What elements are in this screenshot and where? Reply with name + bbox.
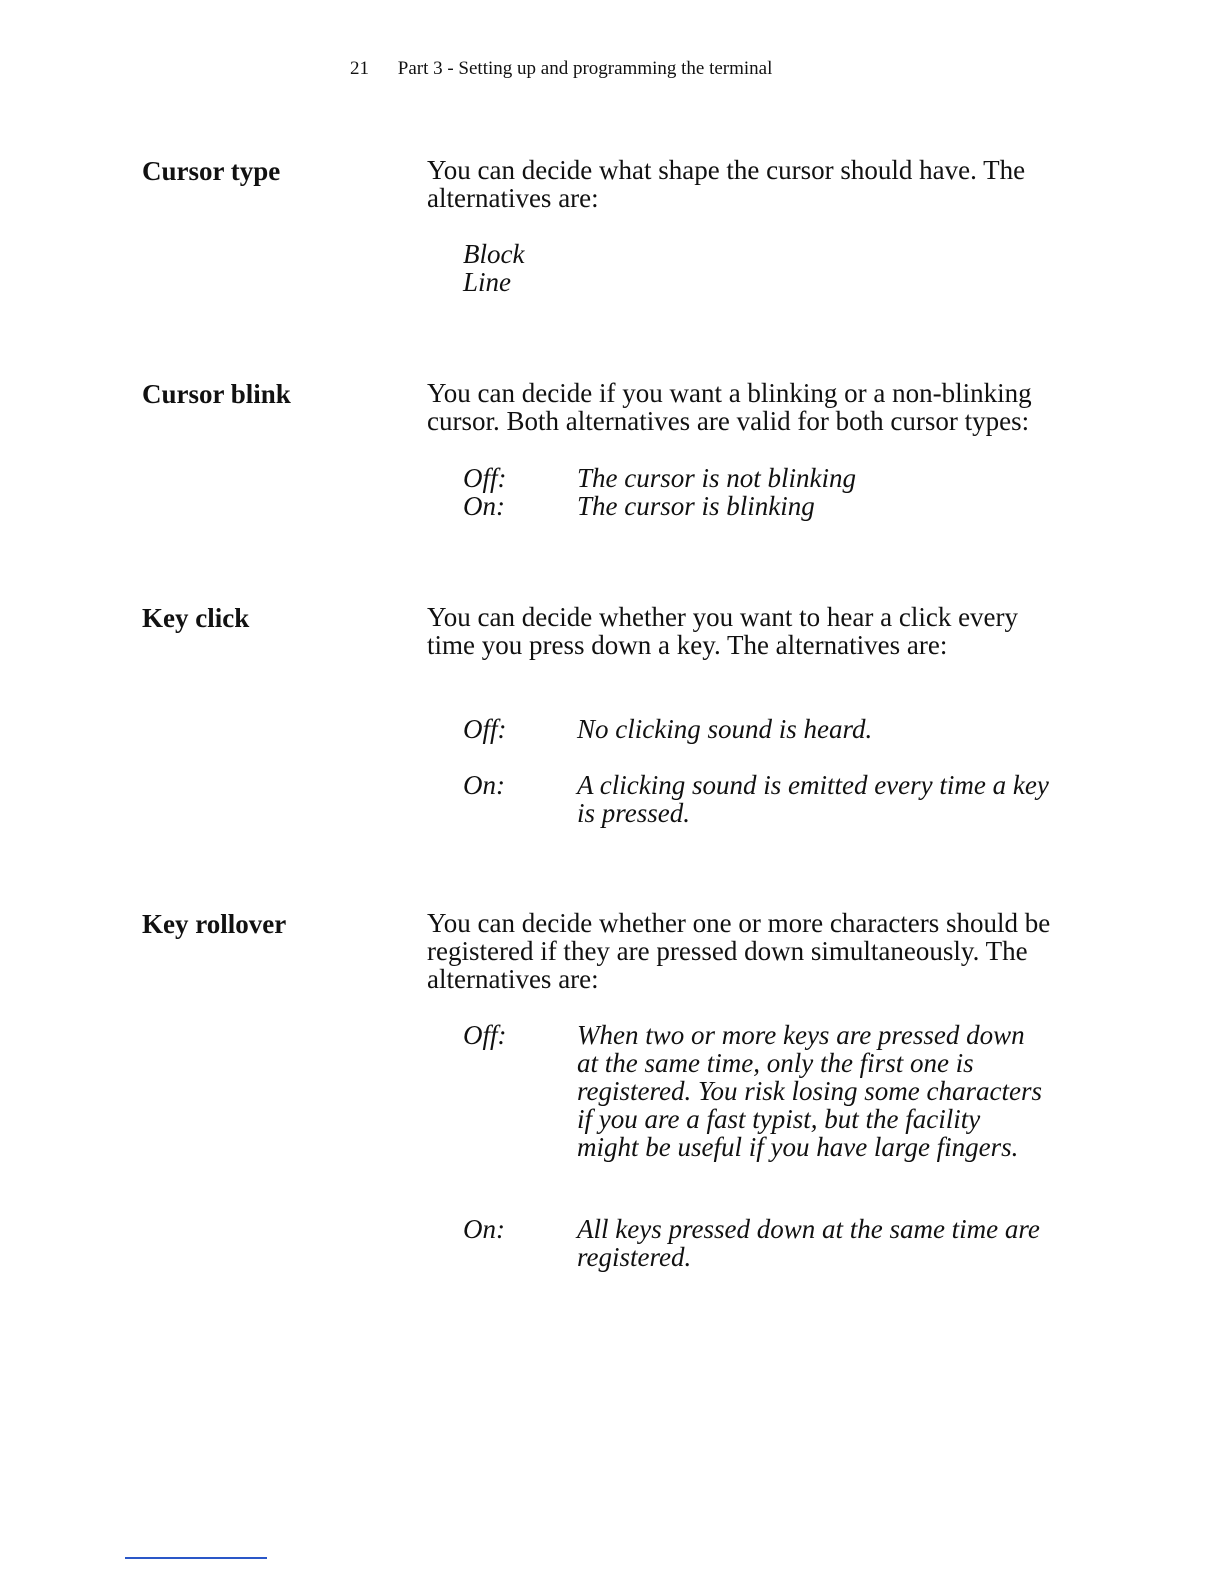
alternative-term: Off:: [463, 463, 507, 493]
alternative-term: On:: [463, 491, 505, 521]
alternative-description: The cursor is blinking: [577, 491, 815, 521]
running-header: [350, 58, 772, 80]
alternative-description: All keys pressed down at the same time are registered.: [577, 1214, 1040, 1272]
section-heading: Key rollover: [142, 909, 287, 939]
section-body: You can decide if you want a blinking or a non-blinking cursor. Both alternatives are valid for both cursor types:: [427, 378, 1032, 436]
footer-rule: [125, 1557, 267, 1559]
section-body: You can decide what shape the cursor should have. The alternatives are:: [427, 155, 1026, 213]
alternative-description: No clicking sound is heard.: [577, 714, 873, 744]
option-list: [463, 240, 524, 296]
alternative-description: When two or more keys are pressed down at the same time, only the first one is registered. You risk losing some characters if you are a fast typist, but the facility might be useful if you have large fingers.: [577, 1020, 1042, 1162]
section-heading: Key click: [142, 603, 250, 633]
page-number: 21: [350, 58, 369, 79]
alternative-description: A clicking sound is emitted every time a key is pressed.: [577, 770, 1049, 828]
alternative-term: Off:: [463, 714, 507, 744]
running-title: Part 3 - Setting up and programming the terminal: [397, 58, 773, 79]
option-item: Block: [463, 239, 525, 269]
section-body: You can decide whether you want to hear a click every time you press down a key. The alternatives are:: [427, 602, 1019, 660]
section-heading: Cursor type: [142, 156, 281, 186]
alternative-term: On:: [463, 1214, 505, 1244]
option-item: Line: [463, 267, 512, 297]
section-heading: Cursor blink: [142, 379, 291, 409]
alternative-term: Off:: [463, 1020, 507, 1050]
section-body: You can decide whether one or more characters should be registered if they are pressed down simultaneously. The alternatives are:: [427, 908, 1051, 994]
alternative-description: The cursor is not blinking: [577, 463, 857, 493]
alternative-term: On:: [463, 770, 505, 800]
